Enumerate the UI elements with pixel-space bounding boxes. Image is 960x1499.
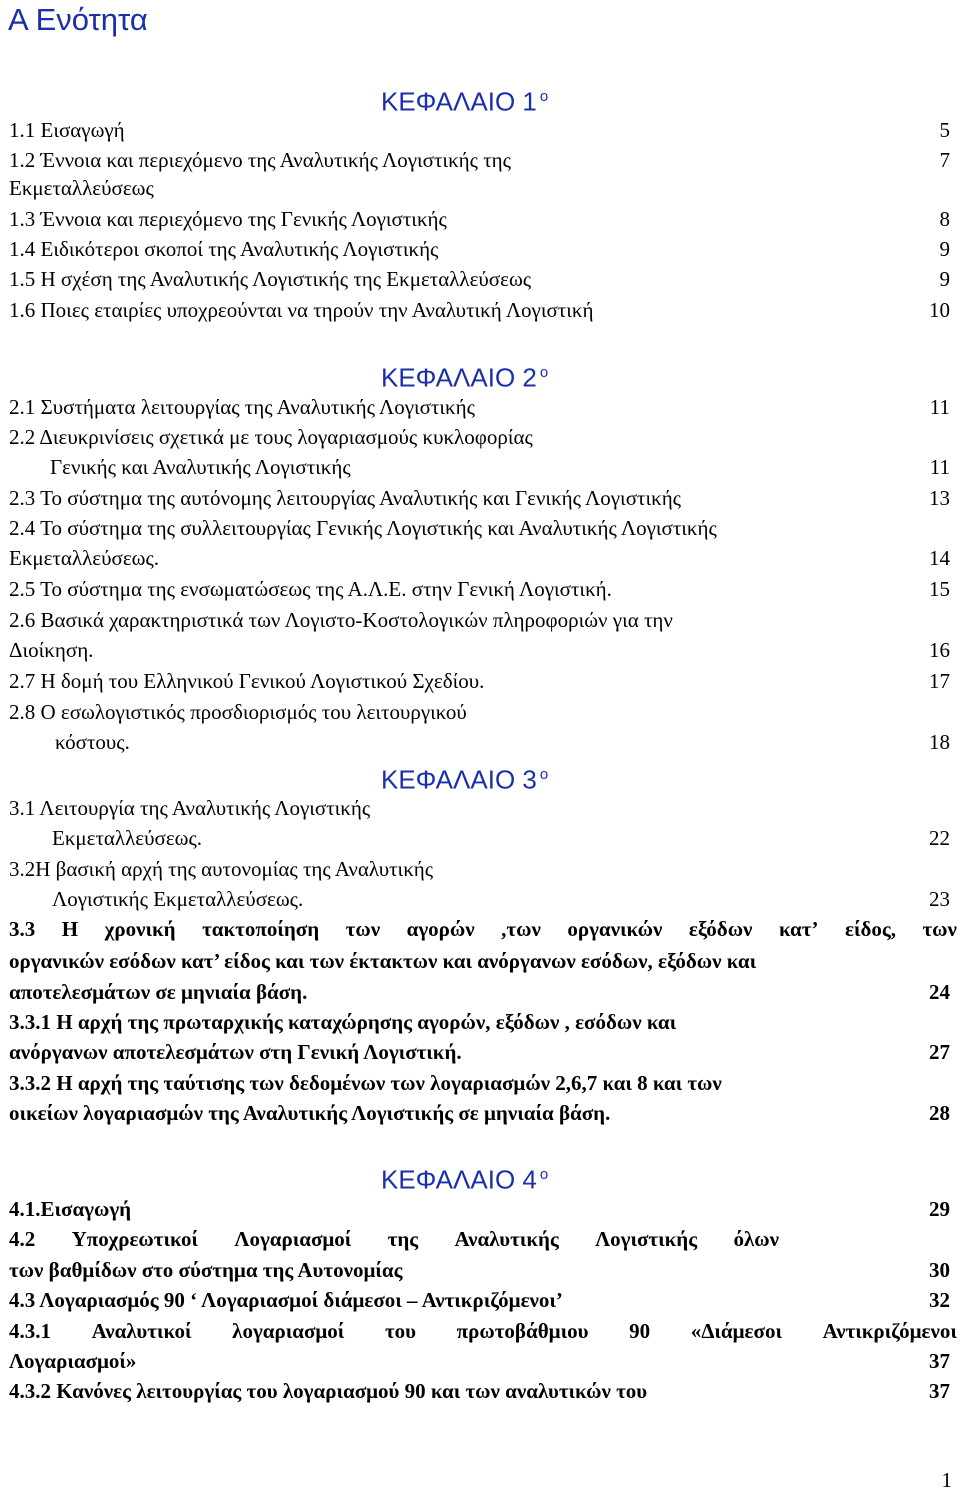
toc-page: 27 (929, 1040, 950, 1064)
toc-page: 23 (929, 887, 950, 911)
toc-entry: 4.1.Εισαγωγή (9, 1197, 132, 1221)
toc-word: Αναλυτικοί (91, 1319, 192, 1343)
toc-word: Υποχρεωτικοί (71, 1227, 199, 1251)
toc-word: αγορών (406, 917, 475, 941)
toc-word: του (384, 1319, 417, 1343)
toc-word: εξόδων (688, 917, 753, 941)
toc-entry-cont: Εκμεταλλεύσεως. (52, 826, 203, 850)
toc-word: Λογιστικής (595, 1227, 698, 1251)
toc-page: 13 (929, 486, 950, 510)
toc-page: 22 (929, 826, 950, 850)
toc-page: 8 (939, 207, 950, 231)
toc-entry: 2.5 Το σύστημα της ενσωματώσεως της Α.Λ.Ε. στην Γενική Λογιστική. (9, 577, 612, 601)
toc-word: κατ’ (778, 917, 819, 941)
toc-page: 15 (929, 577, 950, 601)
toc-word: 4.3.1 (9, 1319, 51, 1343)
toc-page: 9 (939, 267, 950, 291)
toc-word: των (345, 917, 381, 941)
toc-entry (9, 1318, 957, 1344)
toc-entry: 2.3 Το σύστημα της αυτόνομης λειτουργίας Αναλυτικής και Γενικής Λογιστικής (9, 486, 681, 510)
toc-page: 7 (939, 148, 950, 172)
toc-page: 37 (929, 1349, 950, 1373)
toc-entry-cont: αποτελεσμάτων σε μηνιαία βάση. (9, 980, 308, 1004)
toc-entry: 1.1 Εισαγωγή (9, 118, 125, 142)
toc-entry-cont: οικείων λογαριασμών της Αναλυτικής Λογιστικής σε μηνιαία βάση. (9, 1101, 611, 1125)
toc-word: χρονική (104, 917, 176, 941)
toc-word: όλων (733, 1227, 779, 1251)
toc-page: 16 (929, 638, 950, 662)
chapter-heading: ΚΕΦΑΛΑΙΟ 3 $^o$ (381, 764, 549, 795)
toc-entry: 2.6 Βασικά χαρακτηριστικά των Λογιστο-Κοστολογικών πληροφοριών για την (9, 608, 673, 632)
toc-word: Αναλυτικής (454, 1227, 559, 1251)
toc-page: 11 (929, 455, 950, 479)
toc-entry: 1.4 Ειδικότεροι σκοποί της Αναλυτικής Λογιστικής (9, 237, 439, 261)
toc-page: 30 (929, 1258, 950, 1282)
toc-entry: 2.7 Η δομή του Ελληνικού Γενικού Λογιστικού Σχεδίου. (9, 669, 485, 693)
toc-entry-cont: κόστους. (55, 730, 130, 754)
chapter-heading: ΚΕΦΑΛΑΙΟ 4 $^o$ (381, 1164, 549, 1195)
toc-page: 24 (929, 980, 950, 1004)
toc-page: 29 (929, 1197, 950, 1221)
toc-entry: 2.8 Ο εσωλογιστικός προσδιορισμός του λειτουργικού (9, 700, 467, 724)
toc-entry-cont: Εκμεταλλεύσεως. (9, 546, 160, 570)
chapter-heading: ΚΕΦΑΛΑΙΟ 1 $^o$ (381, 86, 549, 117)
toc-entry-cont: Εκμεταλλεύσεως (9, 176, 154, 200)
toc-word: λογαριασμοί (232, 1319, 345, 1343)
toc-page: 5 (939, 118, 950, 142)
toc-word: Αντικριζόμενοι (822, 1319, 957, 1343)
toc-word: «Διάμεσοι (690, 1319, 782, 1343)
toc-entry-cont: οργανικών εσόδων κατ’ είδος και των έκτακτων και ανόργανων εσόδων, εξόδων και (9, 949, 757, 973)
toc-entry-cont: των βαθμίδων στο σύστημα της Αυτονομίας (9, 1258, 403, 1282)
toc-word: ,των (501, 917, 541, 941)
toc-word: είδος, (844, 917, 896, 941)
toc-word: Η (61, 917, 79, 941)
toc-word: 4.2 (9, 1227, 36, 1251)
toc-page: 11 (929, 395, 950, 419)
toc-word: των (922, 917, 957, 941)
toc-page: 9 (939, 237, 950, 261)
toc-entry: 2.1 Συστήματα λειτουργίας της Αναλυτικής Λογιστικής (9, 395, 475, 419)
toc-entry: 4.3.2 Κανόνες λειτουργίας του λογαριασμού 90 και των αναλυτικών του (9, 1379, 648, 1403)
toc-entry (9, 916, 957, 942)
toc-word: τακτοποίηση (202, 917, 320, 941)
toc-entry: 1.5 Η σχέση της Αναλυτικής Λογιστικής της Εκμεταλλεύσεως (9, 267, 532, 291)
toc-word: πρωτοβάθμιου (456, 1319, 589, 1343)
toc-page: 14 (929, 546, 950, 570)
toc-word: Λογαριασμοί (234, 1227, 352, 1251)
toc-page: 32 (929, 1288, 950, 1312)
toc-entry-cont: Λογαριασμοί» (9, 1349, 137, 1373)
toc-entry: 1.6 Ποιες εταιρίες υποχρεούνται να τηρούν την Αναλυτική Λογιστική (9, 298, 594, 322)
toc-page: 18 (929, 730, 950, 754)
toc-entry: 4.3 Λογαριασμός 90 ‘ Λογαριασμοί διάμεσοι – Αντικριζόμενοι’ (9, 1288, 563, 1312)
toc-word: 3.3 (9, 917, 36, 941)
toc-word: οργανικών (567, 917, 663, 941)
toc-page: 28 (929, 1101, 950, 1125)
toc-entry: 3.3.2 Η αρχή της ταύτισης των δεδομένων των λογαριασμών 2,6,7 και 8 και των (9, 1071, 722, 1095)
toc-page: 17 (929, 669, 950, 693)
toc-entry: 1.2 Έννοια και περιεχόμενο της Αναλυτικής Λογιστικής της (9, 148, 511, 172)
toc-page: 37 (929, 1379, 950, 1403)
toc-entry: 2.2 Διευκρινίσεις σχετικά με τους λογαριασμούς κυκλοφορίας (9, 425, 533, 449)
toc-entry: 3.2Η βασική αρχή της αυτονομίας της Αναλυτικής (9, 857, 434, 881)
toc-entry: 3.1 Λειτουργία της Αναλυτικής Λογιστικής (9, 796, 371, 820)
toc-word: 90 (629, 1319, 651, 1343)
toc-entry (9, 1226, 779, 1252)
page-number: 1 (941, 1468, 952, 1492)
toc-entry-cont: Λογιστικής Εκμεταλλεύσεως. (52, 887, 304, 911)
toc-entry: 3.3.1 Η αρχή της πρωταρχικής καταχώρησης αγορών, εξόδων , εσόδων και (9, 1010, 677, 1034)
section-title: Α Ενότητα (8, 2, 148, 37)
toc-page: 10 (929, 298, 950, 322)
toc-entry-cont: ανόργανων αποτελεσμάτων στη Γενική Λογιστική. (9, 1040, 462, 1064)
toc-entry-cont: Γενικής και Αναλυτικής Λογιστικής (50, 455, 351, 479)
chapter-heading: ΚΕΦΑΛΑΙΟ 2 $^o$ (381, 362, 549, 393)
toc-entry: 2.4 Το σύστημα της συλλειτουργίας Γενικής Λογιστικής και Αναλυτικής Λογιστικής (9, 516, 717, 540)
toc-entry-cont: Διοίκηση. (9, 638, 94, 662)
toc-word: της (387, 1227, 419, 1251)
toc-entry: 1.3 Έννοια και περιεχόμενο της Γενικής Λογιστικής (9, 207, 447, 231)
